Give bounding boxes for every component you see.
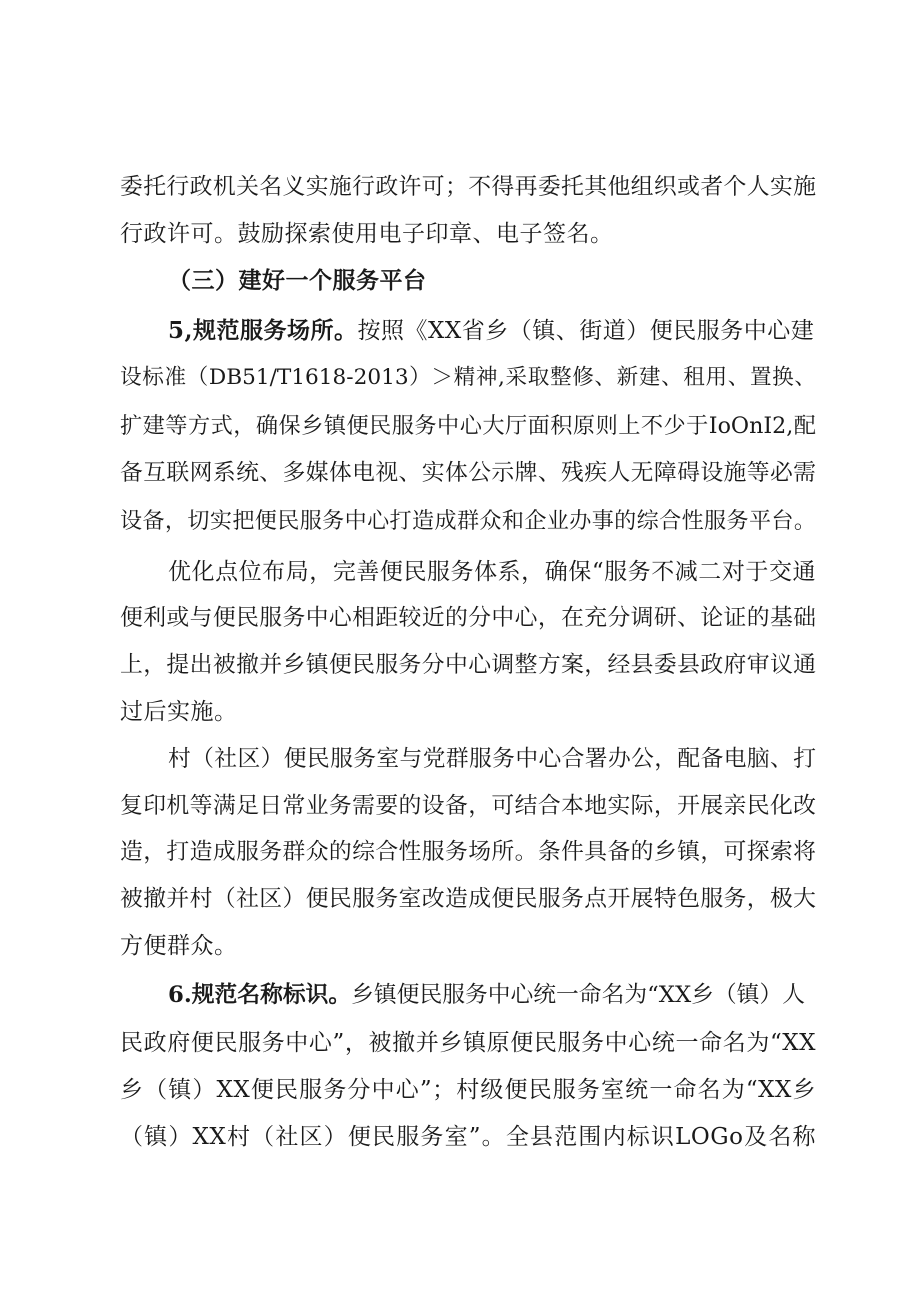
text-line: [0, 884, 816, 914]
text-line: [0, 458, 816, 488]
line-text: （镇）XX村（社区）便民服务室”。全县范围内标识LOGo及名称: [120, 1124, 816, 1150]
line-text: 过后实施。: [120, 699, 238, 725]
text-line: [0, 837, 816, 867]
line-text: 设标准（DB51/T1618-2013）＞精神,采取整修、新建、租用、置换、: [120, 365, 816, 390]
line-text: 村（社区）便民服务室与党群服务中心合署办公，配备电脑、打: [168, 746, 816, 772]
text-line: [0, 411, 816, 441]
line-text: 备互联网系统、多媒体电视、实体公示牌、残疾人无障碍设施等必需: [120, 460, 816, 486]
line-text: 乡镇便民服务中心统一命名为“XX乡（镇）人: [351, 982, 805, 1008]
paragraph-first-line: [0, 744, 816, 774]
line-text: 方便群众。: [120, 933, 238, 959]
line-text: 便利或与便民服务中心相距较近的分中心，在充分调研、论证的基础: [120, 605, 816, 631]
text-line: [0, 650, 816, 680]
text-line: [0, 1028, 816, 1058]
line-text: 设备，切实把便民服务中心打造成群众和企业办事的综合性服务平台。: [120, 508, 816, 534]
paragraph-first-line: [0, 557, 816, 587]
heading-text: （三）建好一个服务平台: [168, 267, 427, 294]
line-text: 乡（镇）XX便民服务分中心”；村级便民服务室统一命名为“XX乡: [120, 1077, 816, 1103]
text-line: [0, 172, 816, 202]
text-line: [0, 506, 816, 536]
text-line: [0, 791, 816, 821]
paragraph-first-line: [0, 316, 920, 346]
line-text: 委托行政机关名义实施行政许可；不得再委托其他组织或者个人实施: [120, 174, 816, 200]
text-line: [0, 697, 920, 727]
paragraph-first-line: [0, 980, 920, 1010]
item-title: 5,规范服务场所。: [168, 317, 358, 344]
line-text: 被撤并村（社区）便民服务室改造成便民服务点开展特色服务，极大: [120, 886, 816, 912]
text-line: [0, 603, 816, 633]
text-line: [0, 363, 816, 393]
line-text: 按照《XX省乡（镇、街道）便民服务中心建: [357, 318, 815, 344]
text-line: [0, 219, 920, 249]
line-text: 上，提出被撤并乡镇便民服务分中心调整方案，经县委县政府审议通: [120, 652, 816, 678]
line-text: 行政许可。鼓励探索使用电子印章、电子签名。: [120, 221, 614, 247]
text-line: [0, 1075, 816, 1105]
section-heading: [0, 266, 920, 296]
line-text: 造，打造成服务群众的综合性服务场所。条件具备的乡镇，可探索将: [120, 839, 816, 865]
line-text: 优化点位布局，完善便民服务体系，确保“服务不减二对于交通: [168, 559, 816, 585]
text-line: [0, 1122, 816, 1152]
line-text: 民政府便民服务中心”，被撤并乡镇原便民服务中心统一命名为“XX: [120, 1030, 816, 1056]
line-text: 扩建等方式，确保乡镇便民服务中心大厅面积原则上不少于IoOnI2,配: [120, 413, 816, 439]
text-line: [0, 931, 920, 961]
item-title: 6.规范名称标识。: [168, 982, 352, 1008]
line-text: 复印机等满足日常业务需要的设备，可结合本地实际，开展亲民化改: [120, 793, 816, 819]
